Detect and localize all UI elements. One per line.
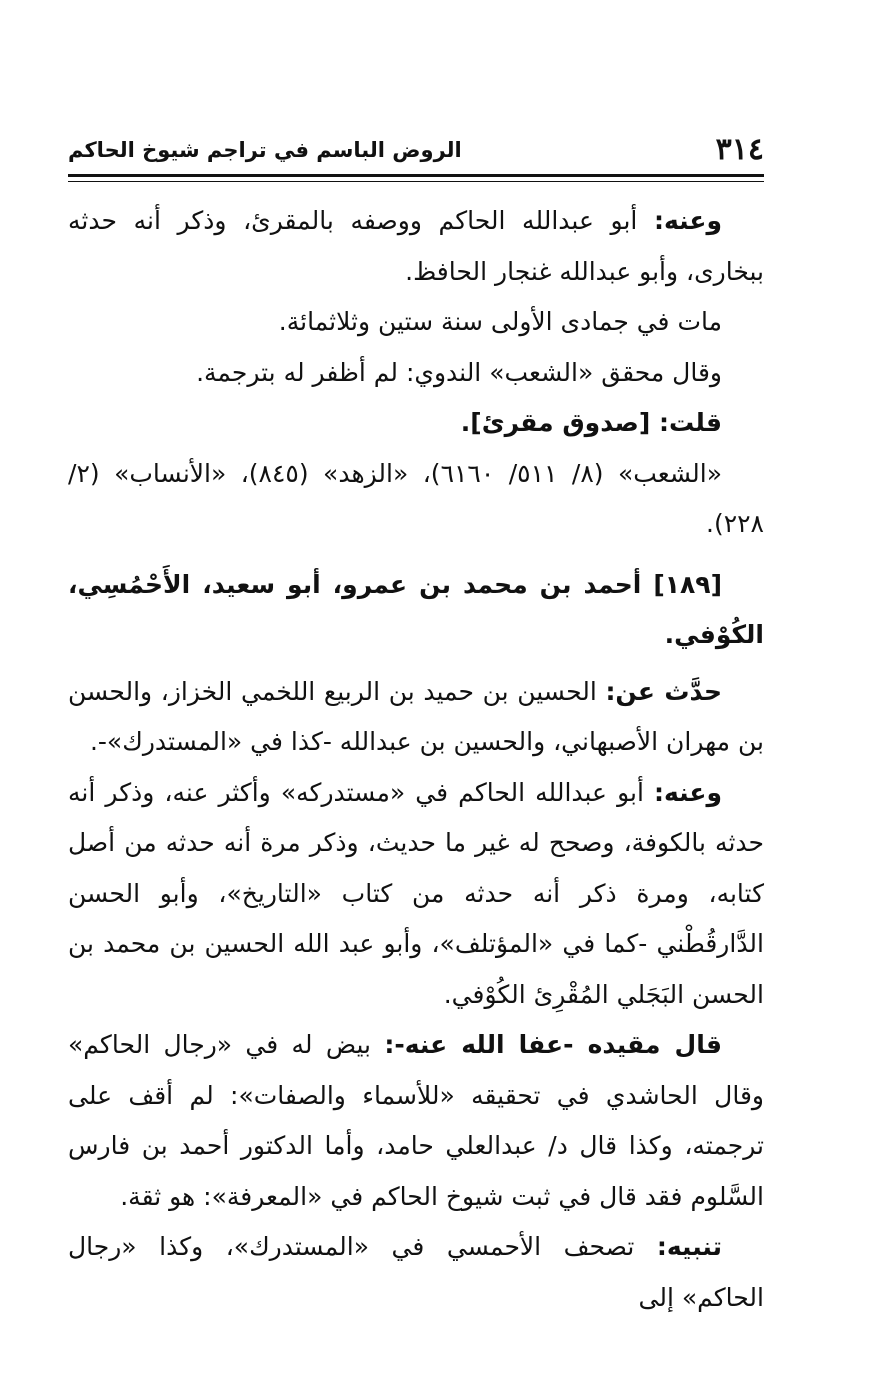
paragraph-text: أبو عبدالله الحاكم ووصفه بالمقرئ، وذكر أنه حدثه ببخارى، وأبو عبدالله غنجار الحافظ. (68, 206, 764, 286)
paragraph-text: بيض له في «رجال الحاكم» وقال الحاشدي في تحقيقه «للأسماء والصفات»: لم أقف على ترجمته، وكذا قال د/ عبدالعلي حامد، وأما الدكتور أحمد بن فارس السَّلوم فقد قال في ثبت شيوخ الحاكم في «المعرفة»: هو ثقة. (68, 1030, 764, 1211)
paragraph-lead: وعنه: (654, 777, 722, 807)
paragraph-notice (68, 1222, 764, 1323)
paragraph-lead: تنبيه: (656, 1232, 722, 1261)
paragraph-students (68, 196, 764, 297)
header-rule-thin (68, 181, 764, 182)
paragraph-text: تصحف الأحمسي في «المستدرك»، وكذا «رجال الحاكم» إلى (68, 1232, 764, 1312)
entry-title: [١٨٩] أحمد بن محمد بن عمرو، أبو سعيد، الأَحْمُسِي، الكُوْفي. (68, 569, 764, 649)
paragraph-lead: قال مقيده -عفا الله عنه-: (384, 1030, 722, 1059)
paragraph-text: «الشعب» (٨/ ٥١١/ ٦١٦٠)، «الزهد» (٨٤٥)، «الأنساب» (٢/ ٢٢٨). (68, 458, 764, 538)
paragraph-text: أبو عبدالله الحاكم في «مستدركه» وأكثر عنه، وذكر أنه حدثه بالكوفة، وصحح له غير ما حديث، وذكر مرة أنه حدثه من أصل كتابه، ومرة ذكر أنه حدثه من كتاب «التاريخ»، وأبو الحسن الدَّارقُطْني -كما في «المؤتلف»، وأبو عبد الله الحسين بن محمد بن الحسن البَجَلي المُقْرِئ الكُوْفي. (68, 777, 764, 1009)
paragraph-lead: وعنه: (654, 206, 722, 235)
running-title: الروض الباسم في تراجم شيوخ الحاكم (68, 138, 462, 162)
header-rule-thick (68, 174, 764, 177)
page-header (68, 128, 764, 172)
paragraph-lead: قلت: (658, 408, 722, 437)
paragraph-lead: حدَّث عن: (605, 676, 722, 706)
paragraph-teachers (68, 667, 764, 768)
paragraph-text: [صدوق مقرئ]. (460, 408, 659, 437)
paragraph-death (68, 297, 764, 348)
page-number: ٣١٤ (715, 132, 764, 167)
paragraph-editor-note (68, 348, 764, 399)
paragraph-editor-comment (68, 1020, 764, 1222)
paragraph-sources (68, 449, 764, 550)
paragraph-verdict (68, 398, 764, 449)
page-body (68, 196, 764, 1323)
paragraph-text: وقال محقق «الشعب» الندوي: لم أظفر له بترجمة. (196, 357, 722, 387)
paragraph-students (68, 768, 764, 1021)
paragraph-text: الحسين بن حميد بن الربيع اللخمي الخزاز، والحسن بن مهران الأصبهاني، والحسين بن عبدالله -كذا في «المستدرك»-. (68, 676, 764, 756)
paragraph-text: مات في جمادى الأولى سنة ستين وثلاثمائة. (278, 307, 722, 336)
